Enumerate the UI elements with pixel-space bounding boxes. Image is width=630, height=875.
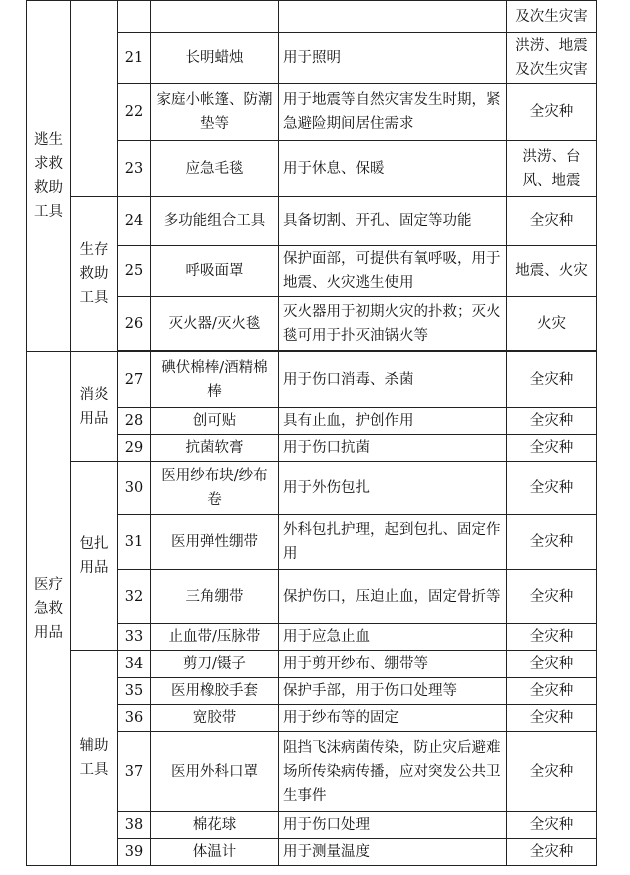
item-use: 用于测量温度 — [279, 839, 507, 866]
item-name: 灭火器/灭火毯 — [151, 297, 279, 351]
row-number: 28 — [118, 408, 151, 435]
item-disaster: 火灾 — [507, 297, 597, 351]
item-name: 三角绷带 — [151, 570, 279, 624]
item-name: 剪刀/镊子 — [151, 651, 279, 678]
row-number: 37 — [118, 732, 151, 812]
row-number: 39 — [118, 839, 151, 866]
supplies-table — [26, 0, 597, 866]
item-use: 具备切割、开孔、固定等功能 — [279, 197, 507, 246]
item-use: 外科包扎护理，起到包扎、固定作用 — [279, 515, 507, 570]
table-row — [27, 462, 597, 515]
item-use: 保护面部，可提供有氧呼吸，用于地震、火灾逃生使用 — [279, 246, 507, 297]
table-row — [27, 197, 597, 246]
item-name: 体温计 — [151, 839, 279, 866]
item-disaster: 洪涝、台风、地震 — [507, 141, 597, 197]
item-name: 创可贴 — [151, 408, 279, 435]
row-number: 30 — [118, 462, 151, 515]
item-disaster: 全灾种 — [507, 705, 597, 732]
row-number: 38 — [118, 812, 151, 839]
row-number: 24 — [118, 197, 151, 246]
item-use: 用于休息、保暖 — [279, 141, 507, 197]
item-use: 具有止血，护创作用 — [279, 408, 507, 435]
item-use: 用于伤口消毒、杀菌 — [279, 352, 507, 408]
item-disaster: 全灾种 — [507, 624, 597, 651]
subcategory-cell-bandage: 包扎用品 — [71, 462, 118, 651]
item-disaster: 全灾种 — [507, 408, 597, 435]
row-number: 22 — [118, 84, 151, 141]
row-number: 36 — [118, 705, 151, 732]
row-number: 34 — [118, 651, 151, 678]
row-number: 23 — [118, 141, 151, 197]
row-number: 31 — [118, 515, 151, 570]
item-disaster: 全灾种 — [507, 812, 597, 839]
item-disaster: 全灾种 — [507, 515, 597, 570]
subcategory-cell-aux: 辅助工具 — [71, 651, 118, 866]
item-use: 用于外伤包扎 — [279, 462, 507, 515]
subcategory-cell-survival: 生存救助工具 — [71, 197, 118, 352]
row-number: 27 — [118, 352, 151, 408]
row-number: 26 — [118, 297, 151, 351]
item-disaster: 全灾种 — [507, 570, 597, 624]
item-use: 灭火器用于初期火灾的扑救；灭火毯可用于扑灭油锅火等 — [279, 297, 507, 351]
row-number: 32 — [118, 570, 151, 624]
item-disaster: 洪涝、地震及次生灾害 — [507, 33, 597, 84]
item-name: 宽胶带 — [151, 705, 279, 732]
item-name: 应急毛毯 — [151, 141, 279, 197]
item-disaster: 全灾种 — [507, 84, 597, 141]
item-name: 医用纱布块/纱布卷 — [151, 462, 279, 515]
table-row — [27, 651, 597, 678]
row-number: 25 — [118, 246, 151, 297]
row-number: 21 — [118, 33, 151, 84]
item-use: 保护伤口，压迫止血，固定骨折等 — [279, 570, 507, 624]
table-row — [27, 1, 597, 33]
item-use: 用于伤口抗菌 — [279, 435, 507, 462]
item-name — [151, 1, 279, 33]
item-disaster: 全灾种 — [507, 678, 597, 705]
row-number: 29 — [118, 435, 151, 462]
item-name: 抗菌软膏 — [151, 435, 279, 462]
item-name: 医用橡胶手套 — [151, 678, 279, 705]
item-disaster: 全灾种 — [507, 435, 597, 462]
item-name: 医用外科口罩 — [151, 732, 279, 812]
item-use: 用于伤口处理 — [279, 812, 507, 839]
item-use: 用于地震等自然灾害发生时期，紧急避险期间居住需求 — [279, 84, 507, 141]
item-use: 用于剪开纱布、绷带等 — [279, 651, 507, 678]
item-use — [279, 1, 507, 33]
subcategory-cell-disinfect: 消炎用品 — [71, 352, 118, 462]
item-disaster: 地震、火灾 — [507, 246, 597, 297]
row-number: 33 — [118, 624, 151, 651]
item-use: 用于照明 — [279, 33, 507, 84]
row-number: 35 — [118, 678, 151, 705]
item-name: 医用弹性绷带 — [151, 515, 279, 570]
item-disaster: 全灾种 — [507, 732, 597, 812]
item-name: 呼吸面罩 — [151, 246, 279, 297]
item-disaster: 全灾种 — [507, 839, 597, 866]
item-disaster: 全灾种 — [507, 352, 597, 408]
category-cell-medical: 医疗急救用品 — [27, 352, 71, 866]
item-name: 长明蜡烛 — [151, 33, 279, 84]
item-disaster: 全灾种 — [507, 197, 597, 246]
item-disaster: 全灾种 — [507, 462, 597, 515]
item-disaster: 全灾种 — [507, 651, 597, 678]
row-number — [118, 1, 151, 33]
item-use: 阻挡飞沫病菌传染，防止灾后避难场所传染病传播，应对突发公共卫生事件 — [279, 732, 507, 812]
item-disaster: 及次生灾害 — [507, 1, 597, 33]
item-use: 用于应急止血 — [279, 624, 507, 651]
item-name: 棉花球 — [151, 812, 279, 839]
item-name: 多功能组合工具 — [151, 197, 279, 246]
item-use: 用于纱布等的固定 — [279, 705, 507, 732]
item-use: 保护手部，用于伤口处理等 — [279, 678, 507, 705]
category-cell-escape: 逃生求救救助工具 — [27, 1, 71, 352]
item-name: 家庭小帐篷、防潮垫等 — [151, 84, 279, 141]
item-name: 止血带/压脉带 — [151, 624, 279, 651]
table-row — [27, 352, 597, 408]
subcategory-cell-blank — [71, 1, 118, 197]
item-name: 碘伏棉棒/酒精棉棒 — [151, 352, 279, 408]
